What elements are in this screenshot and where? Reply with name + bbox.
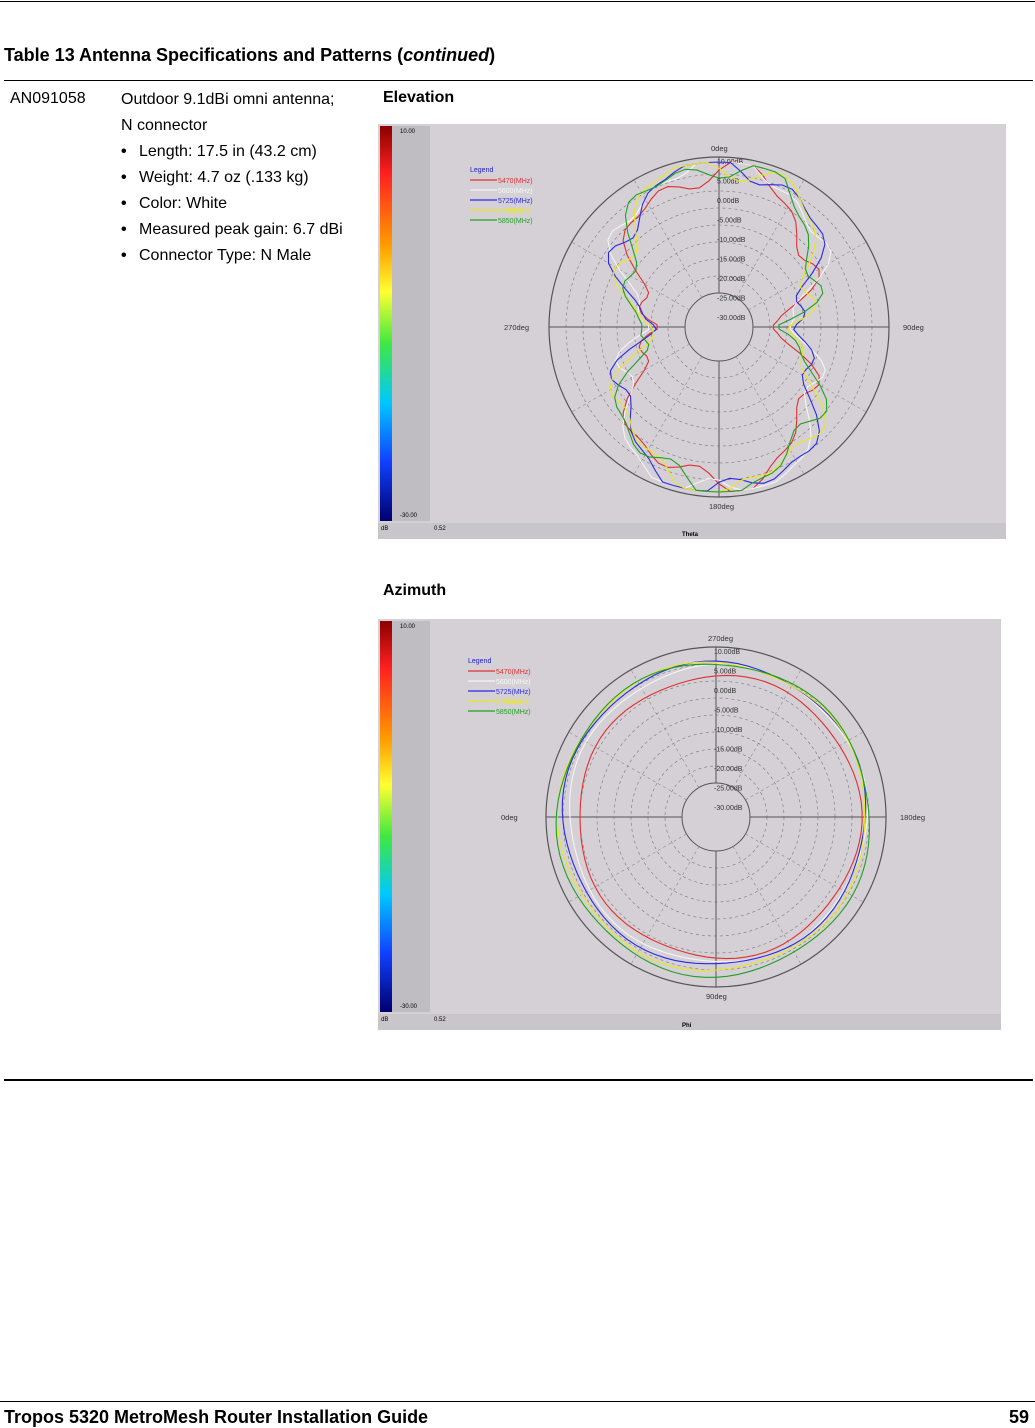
angle-label-right: 180deg [900, 813, 926, 822]
scale-top-value: 10.00 [400, 129, 416, 135]
spec-item: • Color: White [121, 195, 228, 212]
elevation-label: Elevation [383, 89, 455, 106]
legend-title: Legend [470, 167, 494, 174]
footer-rule [0, 1401, 1035, 1402]
ring-label: -20.00dB [717, 276, 746, 283]
ring-label: -20.00dB [714, 766, 743, 773]
scale-unit: dB [381, 526, 389, 532]
legend-entry: 5760(MHz) [498, 208, 533, 215]
ring-label: -30.00dB [717, 315, 746, 322]
table-bottom-rule [4, 1079, 1033, 1081]
ring-label: -25.00dB [714, 785, 743, 793]
legend-entry: 5725(MHz) [496, 689, 531, 696]
ring-label: 5.00dB [717, 178, 740, 186]
angle-label-left: 0deg [501, 813, 518, 822]
legend-title: Legend [468, 658, 492, 665]
ring-label: -10.00dB [714, 727, 743, 734]
angle-label-top: 270deg [708, 634, 734, 643]
status-value: 0.52 [434, 1017, 446, 1023]
ring-label: 0.00dB [714, 688, 737, 695]
legend-entry: 5725(MHz) [498, 198, 533, 205]
color-scale-panel [392, 126, 430, 521]
ring-label: -5.00dB [717, 217, 742, 225]
ring-label: -15.00dB [717, 256, 746, 264]
ring-label: -25.00dB [717, 295, 746, 303]
ring-label: -15.00dB [714, 746, 743, 754]
angle-label-top: 0deg [711, 144, 728, 153]
scale-bottom-value: -30.00 [400, 1004, 418, 1010]
spec-item: • Length: 17.5 in (43.2 cm) [121, 143, 317, 160]
top-rule [0, 1, 1035, 2]
elevation-pattern-plot [378, 124, 1006, 539]
ring-label: 10.00dB [717, 159, 744, 166]
angle-label-bottom: 180deg [709, 502, 735, 511]
description-line-1: Outdoor 9.1dBi omni antenna; [121, 91, 335, 108]
legend-entry: 5600(MHz) [496, 679, 531, 686]
table-header-rule [4, 80, 1033, 81]
spec-item: • Weight: 4.7 oz (.133 kg) [121, 169, 309, 186]
color-scale-panel [392, 621, 430, 1012]
legend-entry: 5850(MHz) [498, 218, 533, 225]
azimuth-label: Azimuth [383, 582, 447, 599]
angle-label-bottom: 90deg [706, 992, 727, 1001]
scale-top-value: 10.00 [400, 624, 416, 630]
spec-list [121, 142, 356, 266]
ring-label: -30.00dB [714, 805, 743, 812]
legend-entry: 5850(MHz) [496, 709, 531, 716]
status-value: 0.52 [434, 526, 446, 532]
antenna-description [121, 90, 356, 272]
azimuth-pattern-plot [378, 619, 1001, 1030]
legend-entry: 5470(MHz) [498, 178, 533, 185]
page-number: 59 [1008, 1407, 1029, 1427]
ring-label: 10.00dB [714, 649, 741, 656]
scale-unit: dB [381, 1017, 389, 1023]
angle-label-right: 90deg [903, 323, 924, 332]
antenna-part-number: AN091058 [10, 90, 86, 107]
spec-item: • Connector Type: N Male [121, 247, 312, 264]
color-scale-bar [380, 621, 392, 1012]
ring-label: -10.00dB [717, 237, 746, 244]
spec-item: • Measured peak gain: 6.7 dBi [121, 221, 343, 238]
ring-label: -5.00dB [714, 707, 739, 715]
ring-label: 0.00dB [717, 198, 740, 205]
legend-entry: 5470(MHz) [496, 669, 531, 676]
axis-name: Theta [682, 532, 699, 538]
description-line-2: N connector [121, 117, 208, 134]
scale-bottom-value: -30.00 [400, 513, 418, 519]
table-title: Table 13 Antenna Specifications and Patterns (continued) [4, 45, 496, 65]
legend-entry: 5600(MHz) [498, 188, 533, 195]
legend-entry: 5760(MHz) [496, 699, 531, 706]
color-scale-bar [380, 126, 392, 521]
angle-label-left: 270deg [504, 323, 530, 332]
axis-name: Phi [682, 1023, 692, 1029]
ring-label: 5.00dB [714, 668, 737, 676]
footer-title: Tropos 5320 MetroMesh Router Installation Guide [4, 1407, 429, 1427]
